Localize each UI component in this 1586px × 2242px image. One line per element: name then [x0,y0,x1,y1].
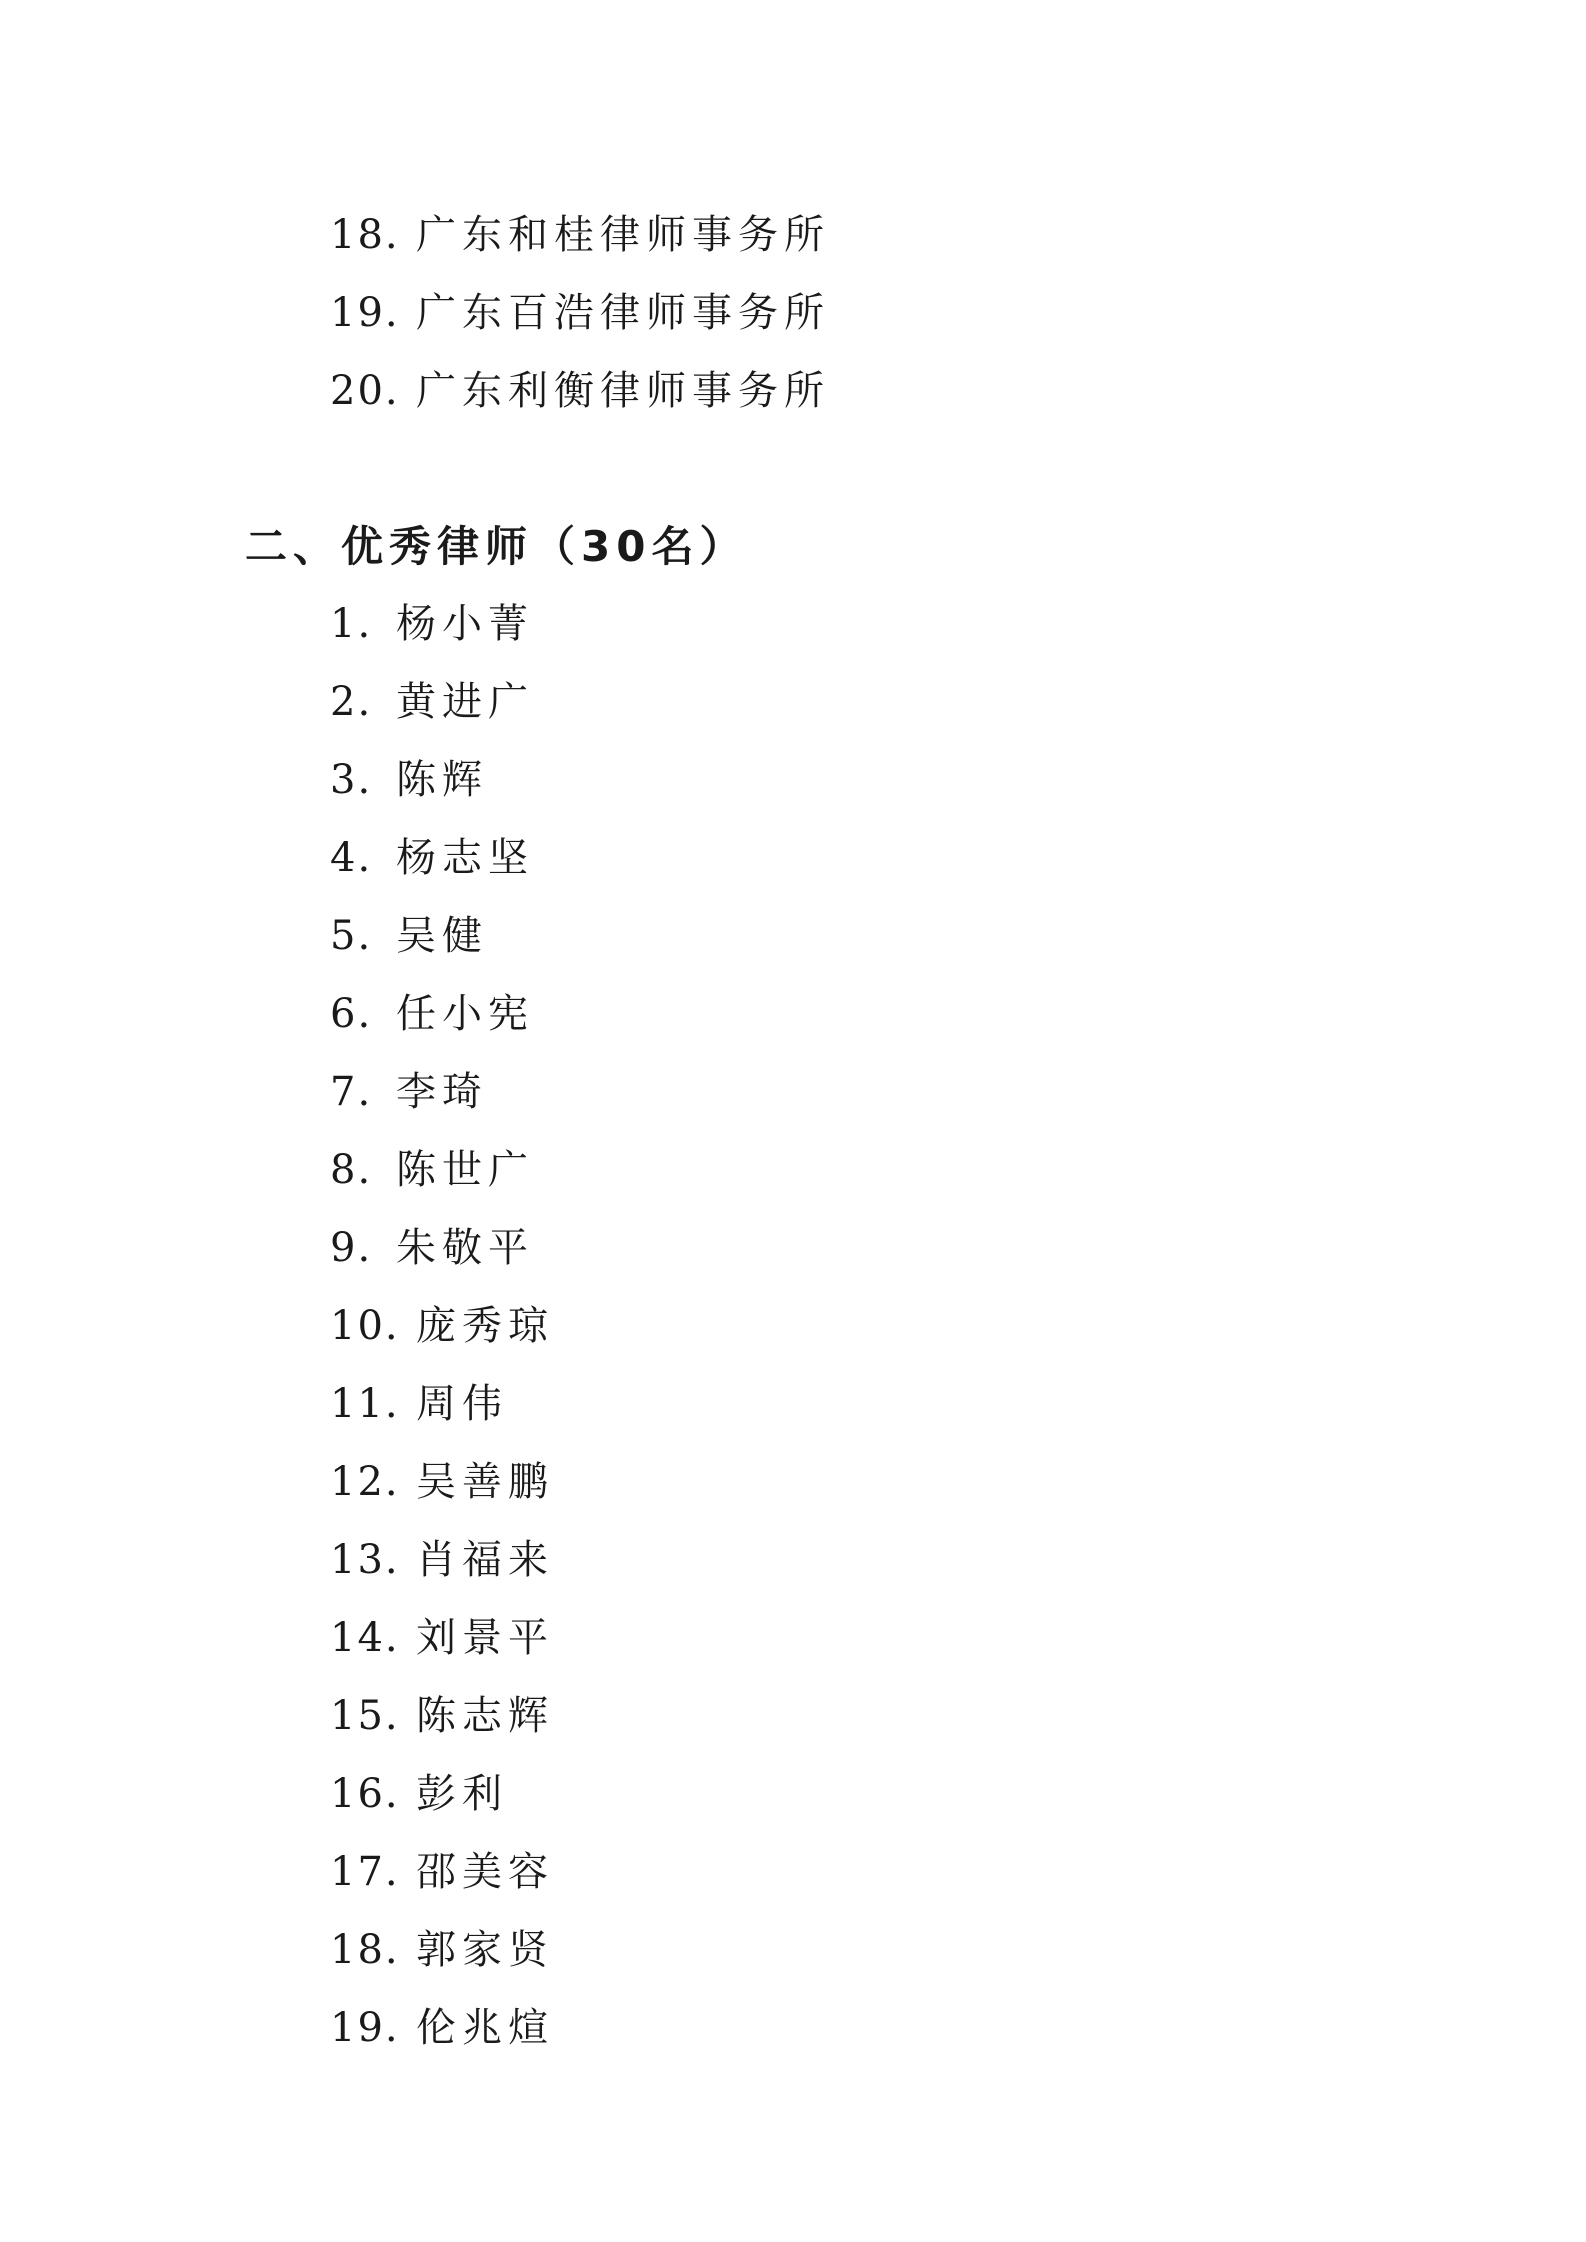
item-number: 10. [330,1303,400,1349]
item-number: 8. [330,1147,373,1193]
lawyer-name: 周伟 [416,1381,508,1427]
lawyer-name: 陈志辉 [416,1693,554,1739]
list-item [330,1365,554,1443]
lawyer-name: 吴健 [396,913,488,959]
list-item [330,1209,554,1287]
lawyer-name: 李琦 [396,1069,488,1115]
list-item [330,352,830,430]
item-number: 5. [330,913,373,959]
lawyer-name: 杨小菁 [396,601,534,647]
lawyer-name: 伦兆煊 [416,2005,554,2051]
list-item [330,1287,554,1365]
item-number: 1. [330,601,373,647]
item-number: 11. [330,1381,400,1427]
item-number: 19. [330,2005,400,2051]
item-number: 2. [330,679,373,725]
law-firm-list [330,196,830,430]
lawyer-name: 郭家贤 [416,1927,554,1973]
list-item [330,1599,554,1677]
lawyer-name: 杨志坚 [396,835,534,881]
list-item [330,1833,554,1911]
lawyer-name: 彭利 [416,1771,508,1817]
list-item [330,1053,554,1131]
list-item [330,897,554,975]
item-number: 15. [330,1693,400,1739]
firm-name: 广东百浩律师事务所 [416,290,830,336]
list-item [330,975,554,1053]
lawyer-name: 朱敬平 [396,1225,534,1271]
lawyer-name: 邵美容 [416,1849,554,1895]
lawyer-name: 肖福来 [416,1537,554,1583]
item-number: 12. [330,1459,400,1505]
item-number: 7. [330,1069,373,1115]
item-number: 13. [330,1537,400,1583]
list-item [330,1677,554,1755]
firm-name: 广东和桂律师事务所 [416,212,830,258]
list-item [330,1131,554,1209]
list-item [330,1755,554,1833]
item-number: 4. [330,835,373,881]
firm-name: 广东利衡律师事务所 [416,368,830,414]
lawyer-name: 刘景平 [416,1615,554,1661]
lawyer-name: 庞秀琼 [416,1303,554,1349]
item-number: 19. [330,290,400,336]
lawyer-name: 吴善鹏 [416,1459,554,1505]
lawyer-name: 陈世广 [396,1147,534,1193]
lawyer-list [330,585,554,2067]
item-number: 18. [330,212,400,258]
lawyer-name: 黄进广 [396,679,534,725]
list-item [330,741,554,819]
section-heading: 二、优秀律师（30名） [245,522,748,571]
lawyer-name: 任小宪 [396,991,534,1037]
item-number: 17. [330,1849,400,1895]
list-item [330,1911,554,1989]
item-number: 9. [330,1225,373,1271]
list-item [330,1521,554,1599]
list-item [330,819,554,897]
item-number: 18. [330,1927,400,1973]
list-item [330,663,554,741]
list-item [330,196,830,274]
list-item [330,274,830,352]
list-item [330,585,554,663]
item-number: 20. [330,368,400,414]
item-number: 16. [330,1771,400,1817]
item-number: 6. [330,991,373,1037]
list-item [330,1989,554,2067]
item-number: 14. [330,1615,400,1661]
item-number: 3. [330,757,373,803]
list-item [330,1443,554,1521]
lawyer-name: 陈辉 [396,757,488,803]
